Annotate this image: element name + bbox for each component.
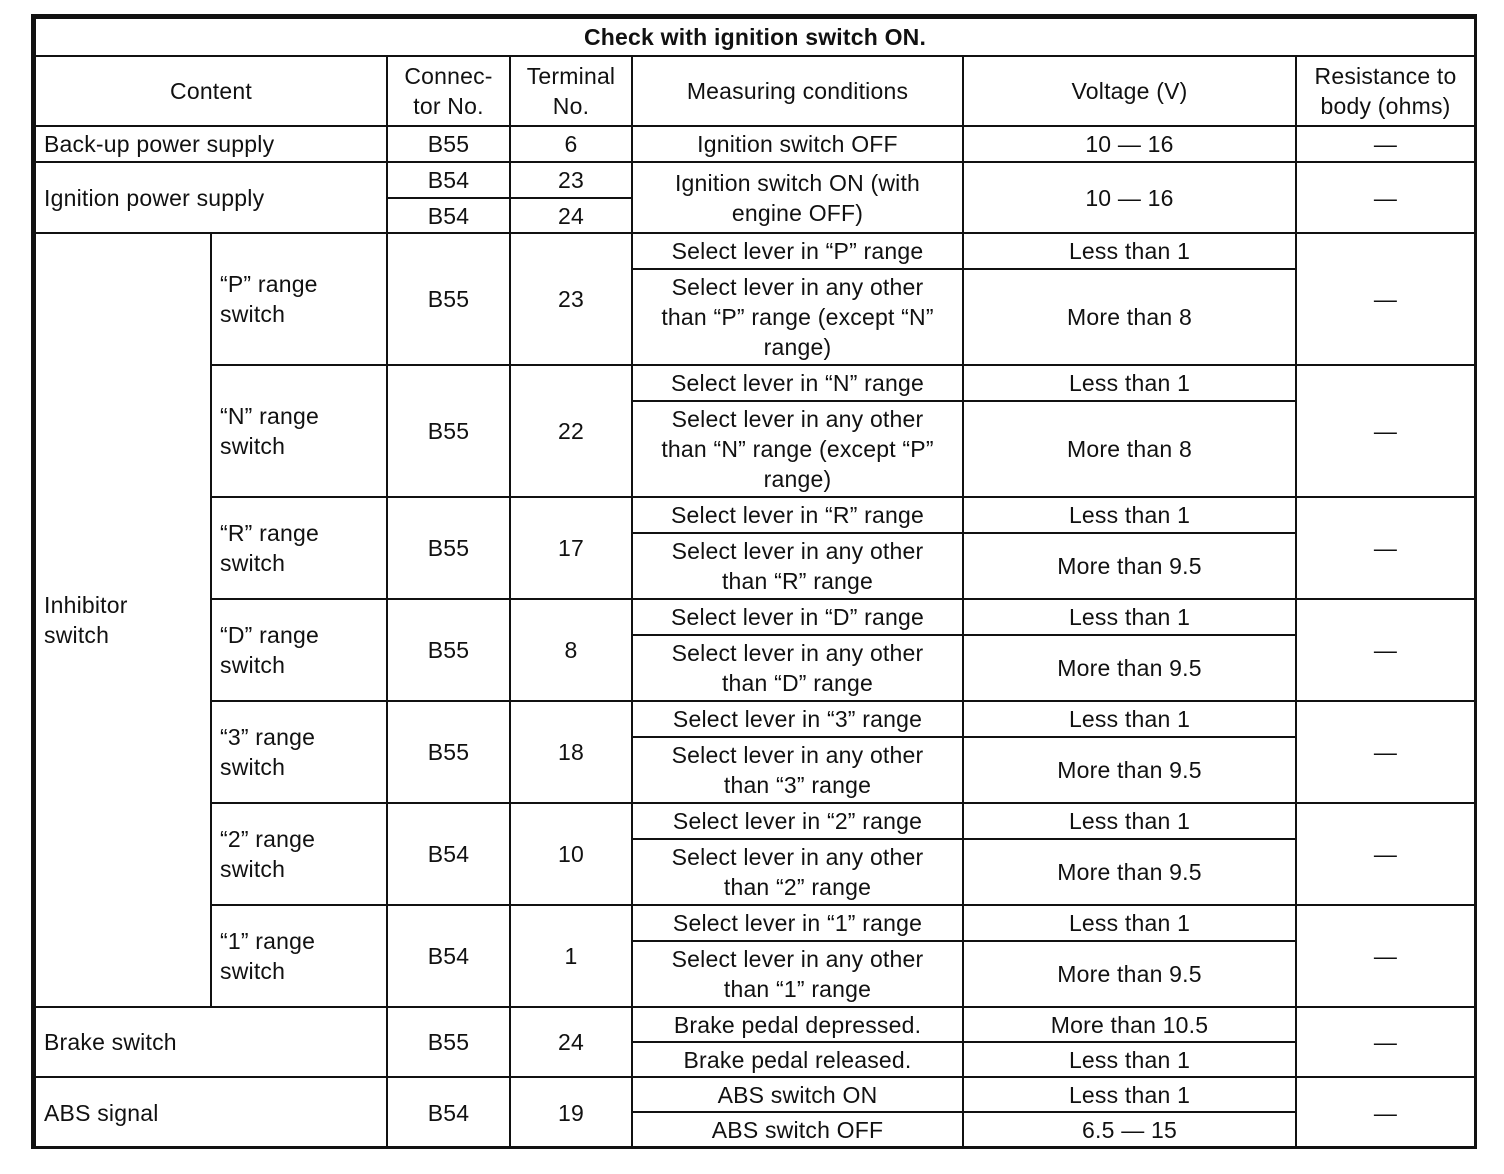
voltage-cell: Less than 1 [963, 1042, 1296, 1077]
voltage-cell: Less than 1 [963, 905, 1296, 941]
condition-cell: Select lever in “P” range [632, 233, 963, 269]
switch-name: “2” range switch [211, 803, 387, 905]
resistance-cell: — [1296, 126, 1475, 162]
table-title: Check with ignition switch ON. [35, 18, 1475, 56]
connector-cell: B54 [387, 1077, 510, 1148]
resistance-cell: — [1296, 599, 1475, 701]
connector-cell: B55 [387, 701, 510, 803]
check-table [34, 17, 1476, 1149]
voltage-cell: 10 — 16 [963, 126, 1296, 162]
condition-cell: Select lever in any other than “P” range (except “N” range) [632, 269, 963, 365]
connector-cell: B55 [387, 1007, 510, 1077]
resistance-cell: — [1296, 162, 1475, 233]
connector-cell: B55 [387, 599, 510, 701]
voltage-cell: Less than 1 [963, 803, 1296, 839]
inhibitor-label: Inhibitor switch [35, 233, 211, 1007]
terminal-cell: 24 [510, 198, 632, 233]
condition-cell: Select lever in “D” range [632, 599, 963, 635]
terminal-cell: 24 [510, 1007, 632, 1077]
table-row [35, 365, 1475, 401]
condition-cell: Select lever in “2” range [632, 803, 963, 839]
condition-cell: ABS switch ON [632, 1077, 963, 1112]
table-row [35, 803, 1475, 839]
switch-name: “D” range switch [211, 599, 387, 701]
resistance-cell: — [1296, 1007, 1475, 1077]
voltage-cell: More than 9.5 [963, 635, 1296, 701]
table-row [35, 126, 1475, 162]
condition-cell: Select lever in any other than “R” range [632, 533, 963, 599]
table-row [35, 497, 1475, 533]
connector-cell: B54 [387, 803, 510, 905]
condition-cell: Ignition switch OFF [632, 126, 963, 162]
voltage-cell: Less than 1 [963, 365, 1296, 401]
table-row [35, 701, 1475, 737]
voltage-cell: More than 10.5 [963, 1007, 1296, 1042]
resistance-cell: — [1296, 1077, 1475, 1148]
header-row [35, 56, 1475, 126]
backup-label: Back-up power supply [35, 126, 387, 162]
terminal-cell: 23 [510, 162, 632, 198]
terminal-cell: 10 [510, 803, 632, 905]
connector-cell: B54 [387, 905, 510, 1007]
condition-cell: Brake pedal depressed. [632, 1007, 963, 1042]
connector-cell: B55 [387, 233, 510, 365]
voltage-cell: Less than 1 [963, 1077, 1296, 1112]
condition-cell: Select lever in any other than “1” range [632, 941, 963, 1007]
voltage-cell: 10 — 16 [963, 162, 1296, 233]
switch-name: “P” range switch [211, 233, 387, 365]
terminal-cell: 22 [510, 365, 632, 497]
switch-name: “3” range switch [211, 701, 387, 803]
condition-cell: Select lever in “3” range [632, 701, 963, 737]
voltage-cell: More than 9.5 [963, 941, 1296, 1007]
condition-cell: Select lever in “R” range [632, 497, 963, 533]
voltage-cell: Less than 1 [963, 497, 1296, 533]
resistance-cell: — [1296, 497, 1475, 599]
resistance-cell: — [1296, 233, 1475, 365]
header-connector: Connec- tor No. [387, 56, 510, 126]
voltage-cell: Less than 1 [963, 701, 1296, 737]
condition-cell: Ignition switch ON (with engine OFF) [632, 162, 963, 233]
terminal-cell: 1 [510, 905, 632, 1007]
table-row [35, 599, 1475, 635]
condition-cell: Brake pedal released. [632, 1042, 963, 1077]
condition-cell: Select lever in any other than “3” range [632, 737, 963, 803]
ignition-label: Ignition power supply [35, 162, 387, 233]
voltage-cell: More than 8 [963, 401, 1296, 497]
connector-cell: B55 [387, 365, 510, 497]
connector-cell: B55 [387, 497, 510, 599]
condition-cell: ABS switch OFF [632, 1112, 963, 1148]
header-conditions: Measuring conditions [632, 56, 963, 126]
condition-cell: Select lever in “N” range [632, 365, 963, 401]
header-voltage: Voltage (V) [963, 56, 1296, 126]
resistance-cell: — [1296, 803, 1475, 905]
terminal-cell: 8 [510, 599, 632, 701]
connector-cell: B54 [387, 162, 510, 198]
condition-cell: Select lever in “1” range [632, 905, 963, 941]
switch-name: “1” range switch [211, 905, 387, 1007]
header-content: Content [35, 56, 387, 126]
connector-cell: B55 [387, 126, 510, 162]
terminal-cell: 18 [510, 701, 632, 803]
voltage-cell: 6.5 — 15 [963, 1112, 1296, 1148]
voltage-cell: More than 9.5 [963, 737, 1296, 803]
condition-cell: Select lever in any other than “2” range [632, 839, 963, 905]
switch-name: “N” range switch [211, 365, 387, 497]
voltage-cell: Less than 1 [963, 233, 1296, 269]
voltage-cell: More than 9.5 [963, 533, 1296, 599]
abs-label: ABS signal [35, 1077, 387, 1148]
table-row [35, 1007, 1475, 1042]
terminal-cell: 17 [510, 497, 632, 599]
check-table-frame [31, 14, 1477, 1149]
connector-cell: B54 [387, 198, 510, 233]
resistance-cell: — [1296, 365, 1475, 497]
resistance-cell: — [1296, 701, 1475, 803]
terminal-cell: 19 [510, 1077, 632, 1148]
table-row [35, 233, 1475, 269]
condition-cell: Select lever in any other than “N” range (except “P” range) [632, 401, 963, 497]
voltage-cell: More than 8 [963, 269, 1296, 365]
terminal-cell: 23 [510, 233, 632, 365]
switch-name: “R” range switch [211, 497, 387, 599]
header-terminal: Terminal No. [510, 56, 632, 126]
header-resistance: Resistance to body (ohms) [1296, 56, 1475, 126]
table-row [35, 905, 1475, 941]
brake-label: Brake switch [35, 1007, 387, 1077]
resistance-cell: — [1296, 905, 1475, 1007]
condition-cell: Select lever in any other than “D” range [632, 635, 963, 701]
voltage-cell: More than 9.5 [963, 839, 1296, 905]
terminal-cell: 6 [510, 126, 632, 162]
table-row [35, 1077, 1475, 1112]
voltage-cell: Less than 1 [963, 599, 1296, 635]
table-row [35, 162, 1475, 198]
